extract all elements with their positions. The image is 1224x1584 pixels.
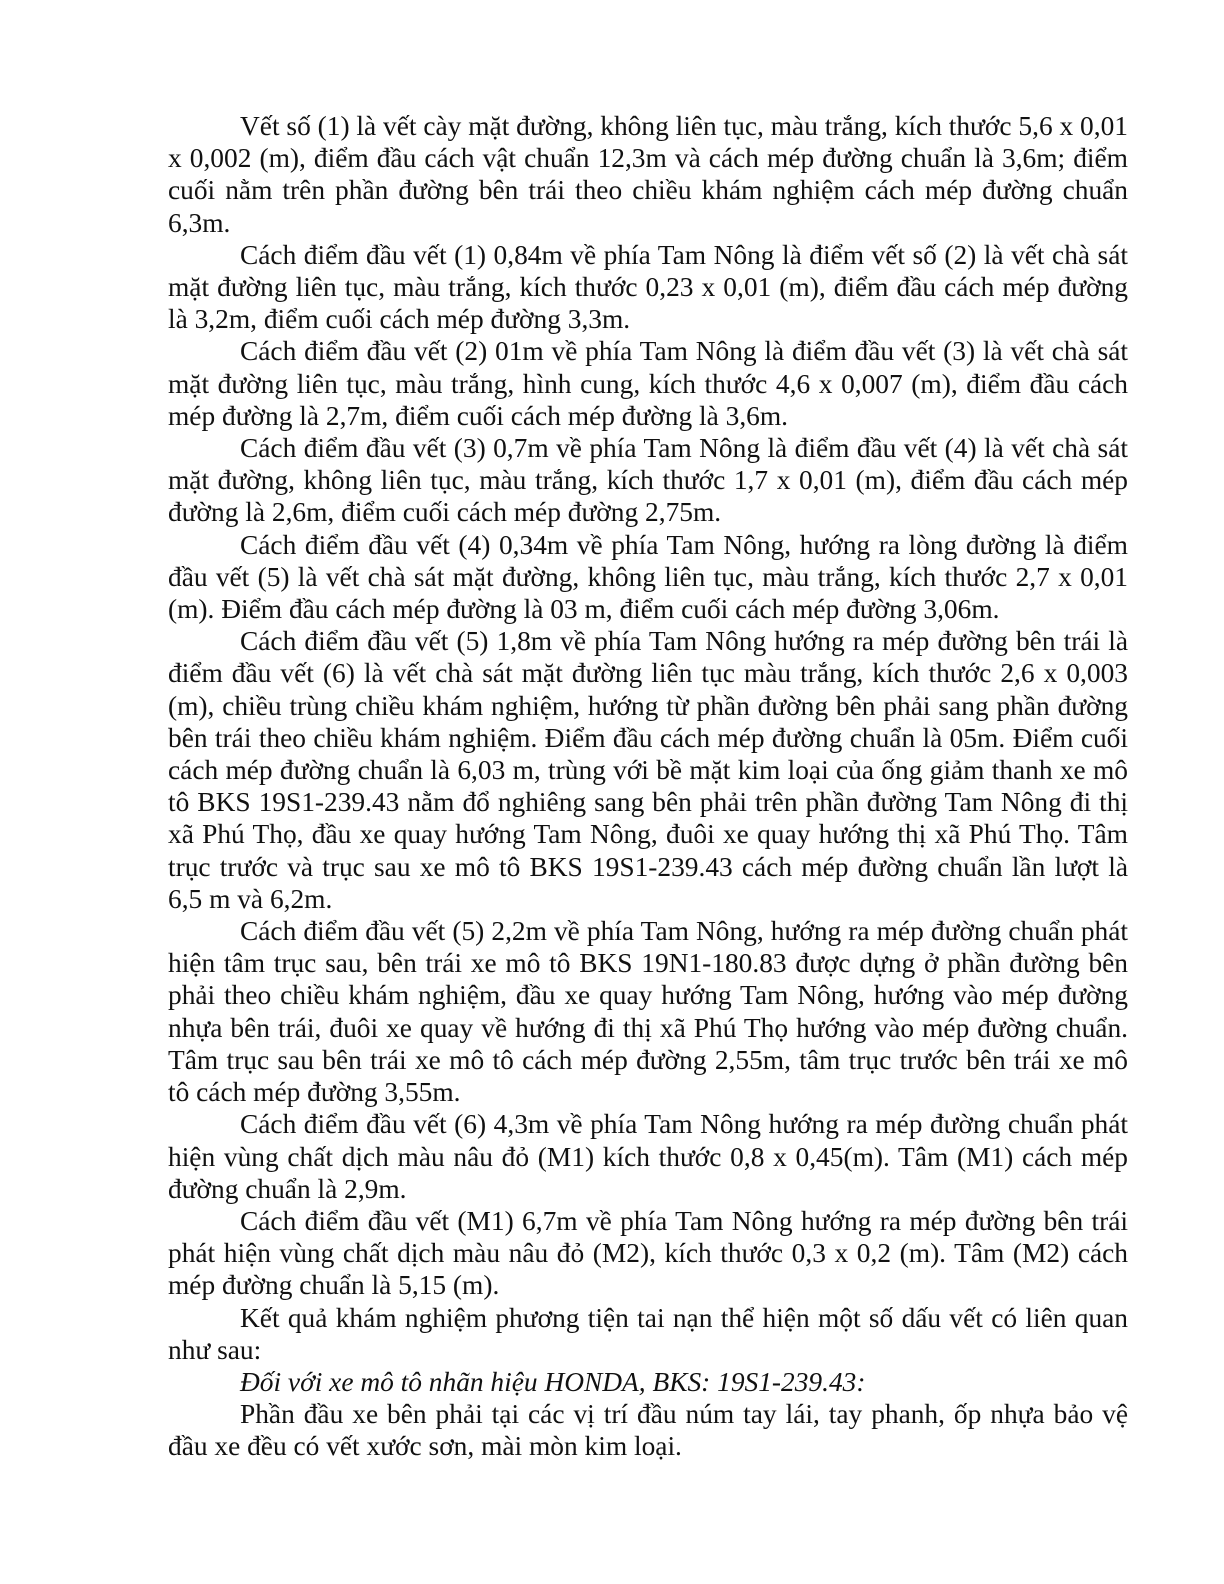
paragraph-8: Cách điểm đầu vết (6) 4,3m về phía Tam Nông hướng ra mép đường chuẩn phát hiện vùng chất dịch màu nâu đỏ (M1) kích thước 0,8 x 0,45(m). Tâm (M1) cách mép đường chuẩn là 2,9m. xyxy=(168,1109,1128,1204)
paragraph-1: Vết số (1) là vết cày mặt đường, không liên tục, màu trắng, kích thước 5,6 x 0,01 x 0,002 (m), điểm đầu cách vật chuẩn 12,3m và cách mép đường chuẩn là 3,6m; điểm cuối nằm trên phần đường bên trái theo chiều khám nghiệm cách mép đường chuẩn 6,3m. xyxy=(168,111,1128,238)
paragraph-3: Cách điểm đầu vết (2) 01m về phía Tam Nông là điểm đầu vết (3) là vết chà sát mặt đường liên tục, màu trắng, hình cung, kích thước 4,6 x 0,007 (m), điểm đầu cách mép đường là 2,7m, điểm cuối cách mép đường là 3,6m. xyxy=(168,336,1128,431)
section-heading-vehicle: Đối với xe mô tô nhãn hiệu HONDA, BKS: 19S1-239.43: xyxy=(240,1366,866,1397)
paragraph-6: Cách điểm đầu vết (5) 1,8m về phía Tam Nông hướng ra mép đường bên trái là điểm đầu vết (6) là vết chà sát mặt đường liên tục màu trắng, kích thước 2,6 x 0,003 (m), chiều trùng chiều khám nghiệm, hướng từ phần đường bên phải sang phần đường bên trái theo chiều khám nghiệm. Điểm đầu cách mép đường chuẩn là 05m. Điểm cuối cách mép đường chuẩn là 6,03 m, trùng với bề mặt kim loại của ống giảm thanh xe mô tô BKS 19S1-239.43 nằm đổ nghiêng sang bên phải trên phần đường Tam Nông đi thị xã Phú Thọ, đầu xe quay hướng Tam Nông, đuôi xe quay hướng thị xã Phú Thọ. Tâm trục trước và trục sau xe mô tô BKS 19S1-239.43 cách mép đường chuẩn lần lượt là 6,5 m và 6,2m. xyxy=(168,626,1128,914)
paragraph-10: Kết quả khám nghiệm phương tiện tai nạn thể hiện một số dấu vết có liên quan như sau: xyxy=(168,1302,1128,1365)
paragraph-9: Cách điểm đầu vết (M1) 6,7m về phía Tam Nông hướng ra mép đường bên trái phát hiện vùng chất dịch màu nâu đỏ (M2), kích thước 0,3 x 0,2 (m). Tâm (M2) cách mép đường chuẩn là 5,15 (m). xyxy=(168,1205,1128,1301)
paragraph-5: Cách điểm đầu vết (4) 0,34m về phía Tam Nông, hướng ra lòng đường là điểm đầu vết (5) là vết chà sát mặt đường, không liên tục, màu trắng, kích thước 2,7 x 0,01 (m). Điểm đầu cách mép đường là 03 m, điểm cuối cách mép đường 3,06m. xyxy=(168,529,1128,625)
paragraph-4: Cách điểm đầu vết (3) 0,7m về phía Tam Nông là điểm đầu vết (4) là vết chà sát mặt đường, không liên tục, màu trắng, kích thước 1,7 x 0,01 (m), điểm đầu cách mép đường là 2,6m, điểm cuối cách mép đường 2,75m. xyxy=(168,433,1128,528)
paragraph-7: Cách điểm đầu vết (5) 2,2m về phía Tam Nông, hướng ra mép đường chuẩn phát hiện tâm trục sau, bên trái xe mô tô BKS 19N1-180.83 được dựng ở phần đường bên phải theo chiều khám nghiệm, đầu xe quay hướng Tam Nông, hướng vào mép đường nhựa bên trái, đuôi xe quay về hướng đi thị xã Phú Thọ hướng vào mép đường chuẩn. Tâm trục sau bên trái xe mô tô cách mép đường 2,55m, tâm trục trước bên trái xe mô tô cách mép đường 3,55m. xyxy=(168,916,1128,1108)
paragraph-2: Cách điểm đầu vết (1) 0,84m về phía Tam Nông là điểm vết số (2) là vết chà sát mặt đường liên tục, màu trắng, kích thước 0,23 x 0,01 (m), điểm đầu cách mép đường là 3,2m, điểm cuối cách mép đường 3,3m. xyxy=(168,239,1128,335)
document-page xyxy=(168,110,1128,1463)
paragraph-12: Phần đầu xe bên phải tại các vị trí đầu núm tay lái, tay phanh, ốp nhựa bảo vệ đầu xe đều có vết xước sơn, mài mòn kim loại. xyxy=(168,1399,1128,1462)
